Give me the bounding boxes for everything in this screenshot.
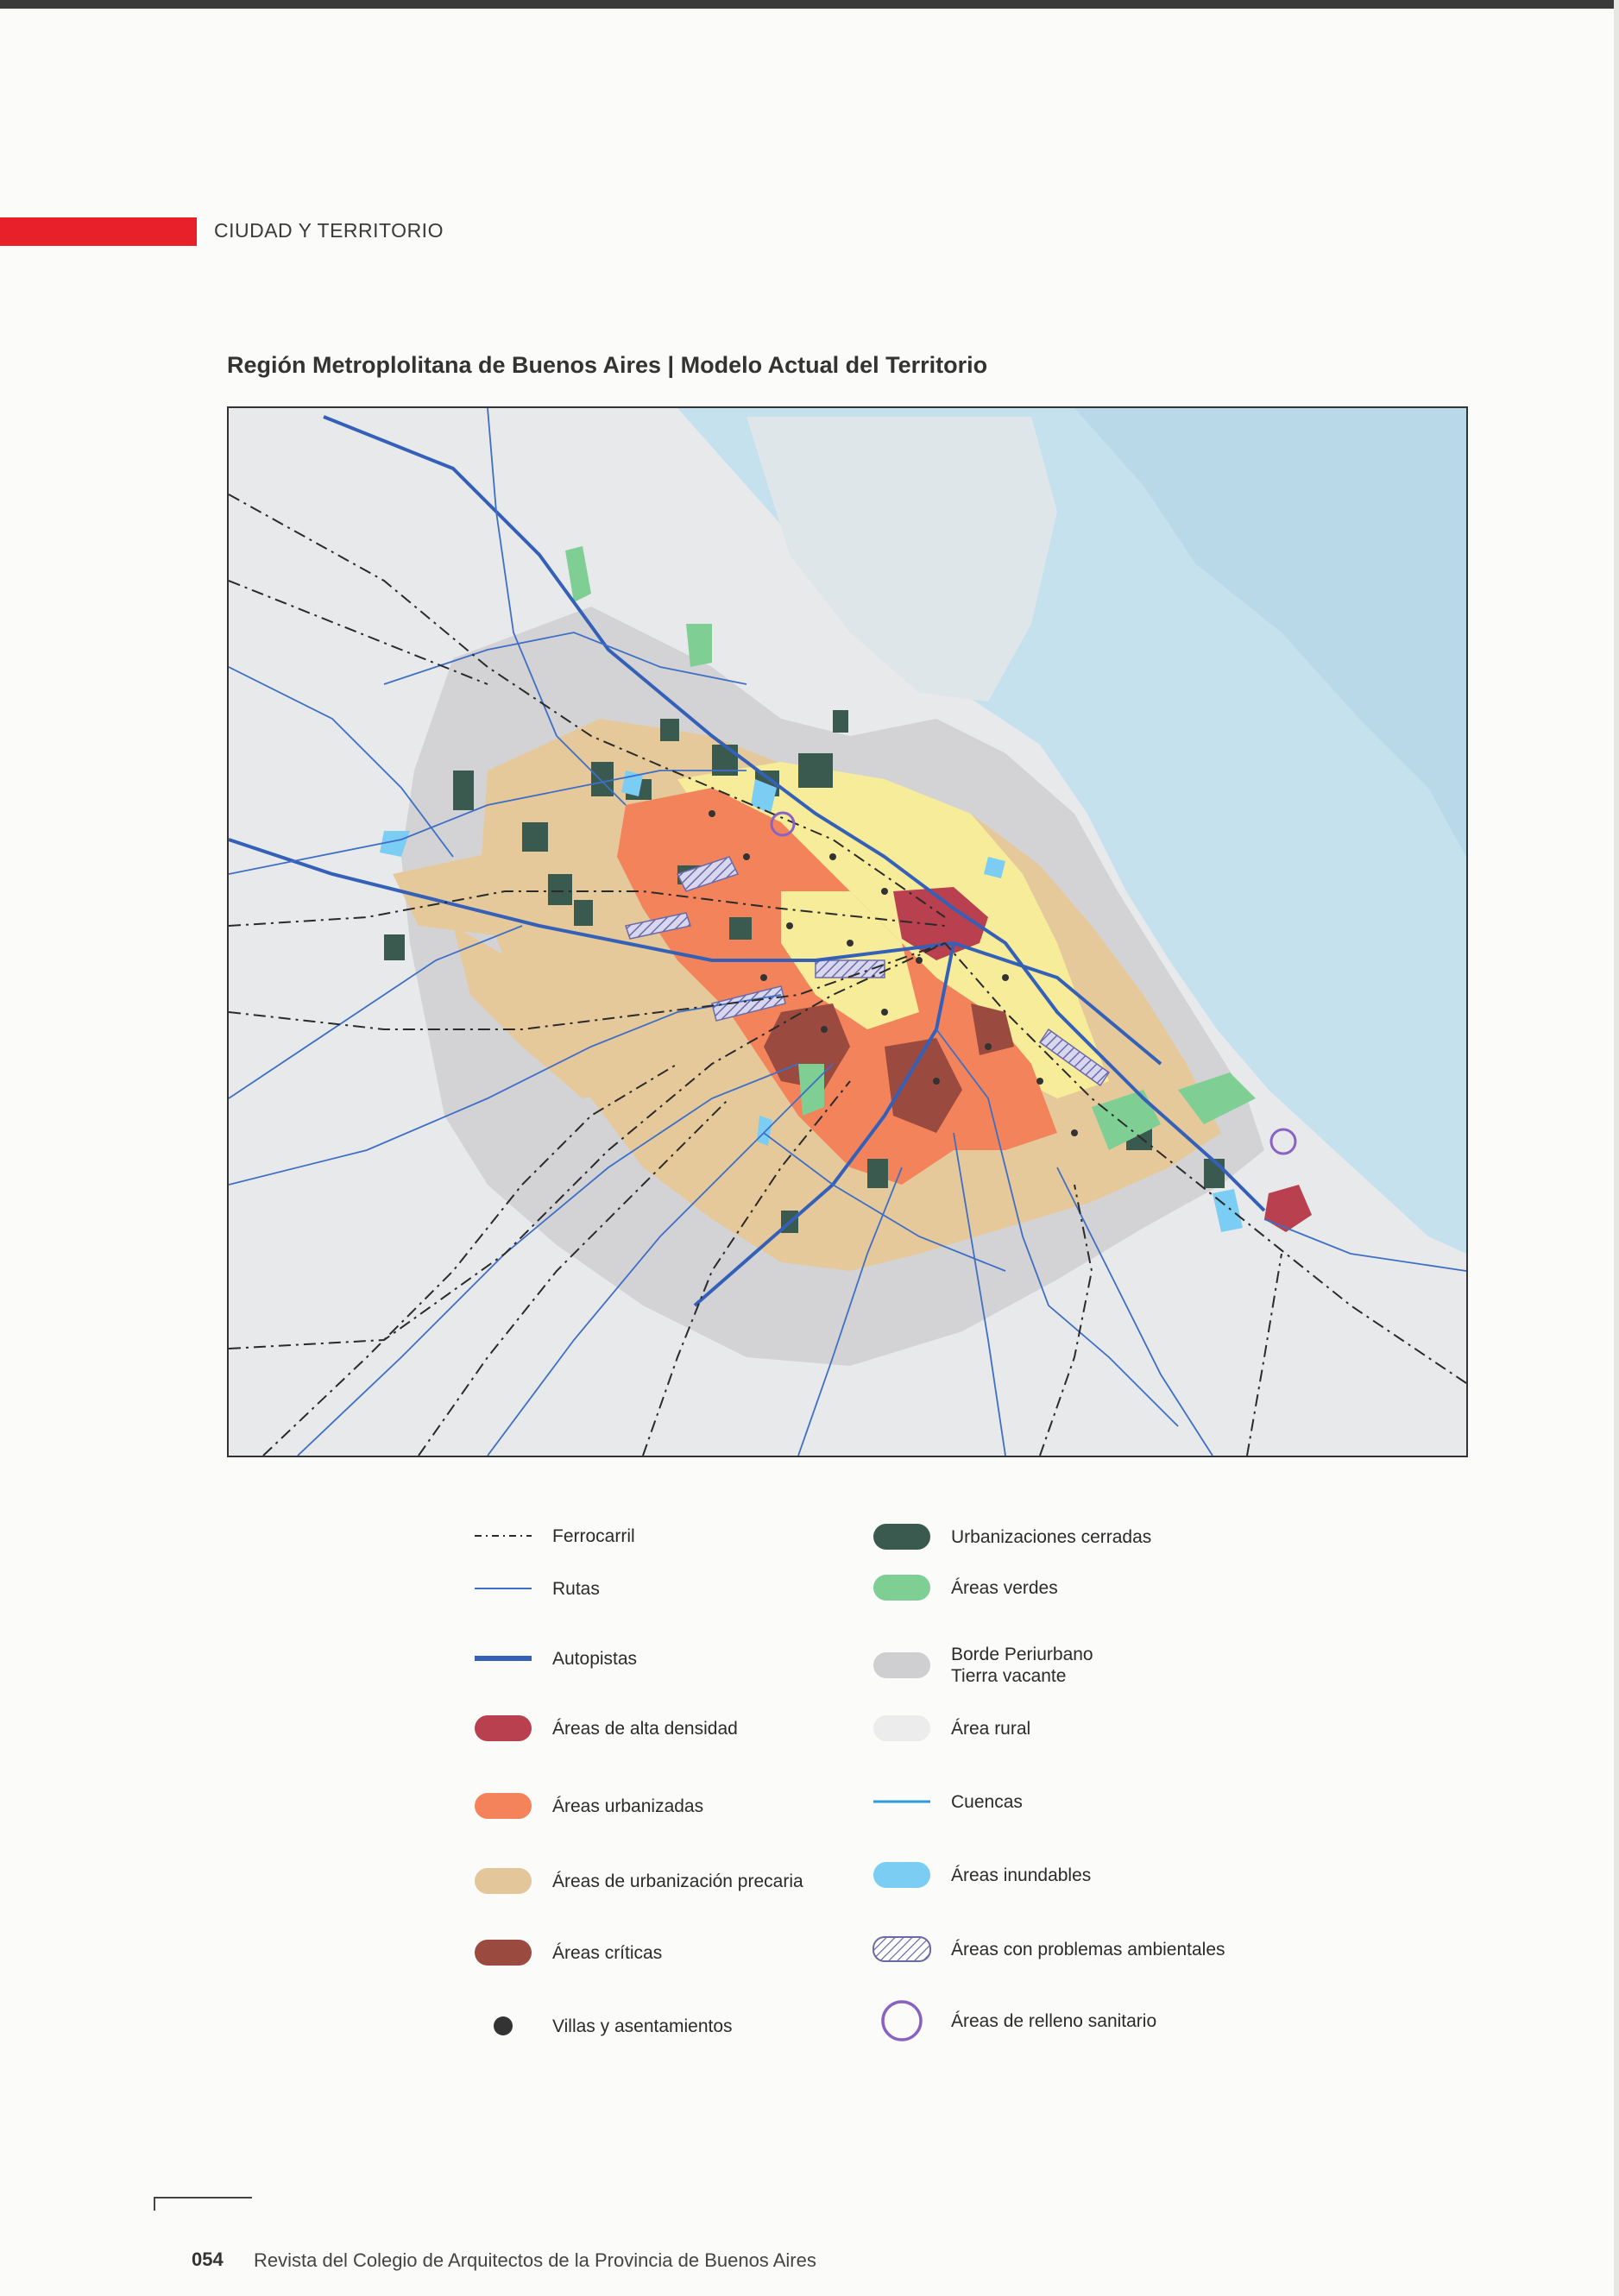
legend-label: Áreas inundables — [951, 1865, 1092, 1885]
legend-inundables — [872, 1858, 1091, 1892]
legend-precaria — [473, 1864, 803, 1898]
legend-autopistas — [473, 1641, 637, 1676]
periurban-swatch-icon — [872, 1651, 932, 1680]
map-canvas[interactable] — [229, 408, 1466, 1456]
railway-icon — [473, 1521, 533, 1551]
legend-label-line1: Borde Periurbano — [951, 1645, 1093, 1664]
top-rule — [0, 0, 1619, 9]
legend-label: Ferrocarril — [552, 1525, 635, 1546]
green-area-swatch-icon — [872, 1573, 932, 1602]
legend-label: Autopistas — [552, 1648, 638, 1669]
legend-label: Villas y asentamientos — [552, 2016, 733, 2036]
legend-label: Áreas críticas — [552, 1942, 663, 1963]
legend-ferrocarril — [473, 1519, 635, 1553]
high-density-swatch-icon — [473, 1714, 533, 1743]
watershed-line-icon — [872, 1787, 932, 1816]
flood-area-swatch-icon — [872, 1860, 932, 1890]
legend-label: Áreas urbanizadas — [552, 1796, 704, 1816]
map-title: Región Metroplolitana de Buenos Aires | Modelo Actual del Territorio — [227, 352, 988, 378]
legend-label: Rutas — [552, 1578, 600, 1599]
legend-label: Áreas de relleno sanitario — [951, 2010, 1157, 2031]
legend-cuencas — [872, 1784, 1023, 1819]
legend-periurbano — [872, 1641, 1093, 1689]
footer-corner-mark — [154, 2197, 252, 2211]
page-number: 054 — [192, 2249, 224, 2270]
section-label: CIUDAD Y TERRITORIO — [214, 219, 444, 242]
gated-community-swatch-icon — [872, 1522, 932, 1551]
legend-label: Áreas de urbanización precaria — [552, 1871, 803, 1891]
legend-label — [951, 1644, 1093, 1687]
legend-label-line2: Tierra vacante — [951, 1666, 1067, 1686]
legend-label: Áreas con problemas ambientales — [951, 1939, 1225, 1959]
legend-label: Áreas de alta densidad — [552, 1718, 738, 1739]
ring-icon — [872, 2006, 932, 2035]
precarious-swatch-icon — [473, 1866, 533, 1896]
legend-label: Cuencas — [951, 1791, 1023, 1812]
page-edge — [1614, 0, 1619, 2296]
critical-swatch-icon — [473, 1938, 533, 1967]
legend-relleno — [872, 2003, 1156, 2038]
highway-line-icon — [473, 1644, 533, 1673]
legend-label: Urbanizaciones cerradas — [951, 1526, 1152, 1547]
map-frame[interactable] — [227, 406, 1468, 1457]
settlement-dot-icon — [473, 2011, 533, 2041]
legend-rural — [872, 1711, 1030, 1746]
legend-urbanizadas — [473, 1789, 703, 1823]
legend-verdes — [872, 1570, 1058, 1605]
legend-label: Área rural — [951, 1718, 1031, 1739]
legend-criticas — [473, 1935, 662, 1970]
legend-cerradas — [872, 1519, 1151, 1554]
urbanized-swatch-icon — [473, 1791, 533, 1821]
hatched-area-icon — [872, 1934, 932, 1964]
rural-swatch-icon — [872, 1714, 932, 1743]
legend-villas — [473, 2009, 733, 2043]
publication-name: Revista del Colegio de Arquitectos de la Provincia de Buenos Aires — [254, 2249, 816, 2271]
legend-ambientales — [872, 1932, 1225, 1966]
legend-rutas — [473, 1571, 600, 1606]
legend-alta-densidad — [473, 1711, 738, 1746]
legend-label: Áreas verdes — [951, 1577, 1058, 1598]
section-marker — [0, 217, 197, 246]
route-line-icon — [473, 1574, 533, 1603]
